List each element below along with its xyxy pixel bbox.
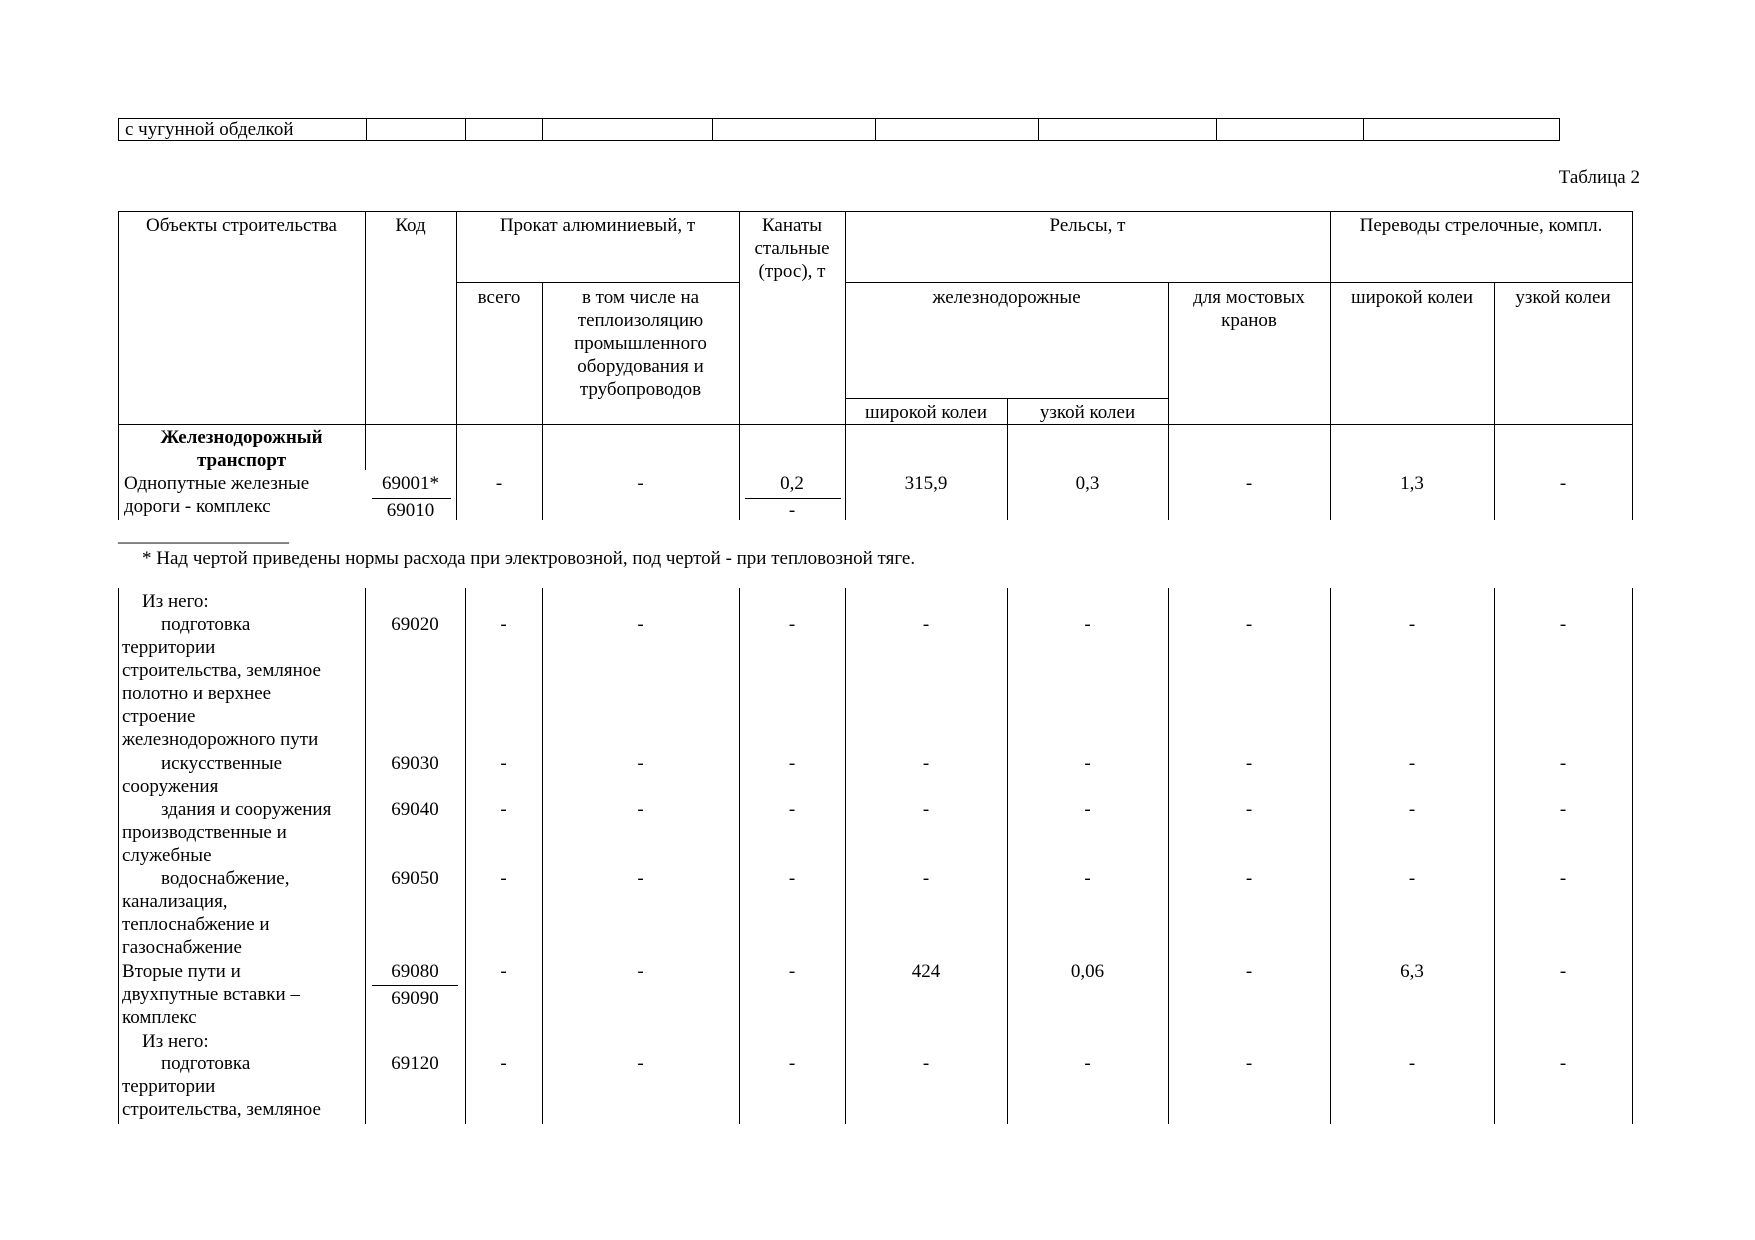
header-rails-railway: железнодорожные (932, 287, 1081, 308)
header-aluminium-incl: в том числе на теплоизоляцию промышленного оборудования и трубопроводов (574, 287, 707, 400)
footnote-separator: __________________ (118, 525, 289, 546)
top-fragment-table (118, 118, 1560, 141)
code-top: 69080 (391, 961, 439, 982)
cell-alu-total: - (495, 473, 503, 494)
code-bottom: 69010 (386, 500, 435, 521)
cell-alu-incl: - (637, 473, 644, 494)
header-ropes: Канаты стальные (трос), т (754, 215, 830, 282)
cell-rail-wide: 315,9 (904, 473, 948, 494)
header-switches-wide: широкой колеи (1350, 287, 1474, 308)
from-it-label: Из него: (142, 591, 209, 612)
code: 69030 (391, 753, 439, 774)
table-caption: Таблица 2 (1558, 167, 1640, 188)
cell-ropes-bottom: - (788, 500, 796, 521)
row-name: здания и сооружения производственные и служебные (122, 799, 332, 866)
row-name: подготовка территории строительства, земляное (122, 1053, 321, 1120)
header-aluminium-total: всего (477, 287, 521, 308)
header-switches-narrow: узкой колеи (1515, 287, 1611, 308)
code: 69120 (391, 1053, 439, 1074)
row-name: Вторые пути и двухпутные вставки – комплекс (122, 961, 300, 1028)
header-rails-wide: широкой колеи (864, 402, 988, 423)
row-name: подготовка территории строительства, земляное полотно и верхнее строение железнодорожного пути (122, 614, 321, 750)
code: 69040 (391, 799, 439, 820)
code: 69020 (391, 614, 439, 635)
cell-rail-narrow: 0,3 (1075, 473, 1100, 494)
cell-ropes-top: 0,2 (780, 473, 804, 494)
section-title: Железнодорожный транспорт (160, 427, 323, 471)
header-code: Код (395, 215, 426, 236)
code-top: 69001* (382, 473, 439, 494)
header-rails: Рельсы, т (1049, 215, 1126, 236)
from-it-label: Из него: (142, 1031, 209, 1052)
row-name: водоснабжение, канализация, теплоснабжение и газоснабжение (122, 868, 290, 958)
cell-sw-wide: 1,3 (1400, 473, 1424, 494)
row-name: искусственные сооружения (122, 753, 283, 797)
code-bottom: 69090 (391, 988, 439, 1009)
header-objects: Объекты строительства (146, 215, 337, 236)
code: 69050 (391, 868, 439, 889)
footnote: * Над чертой приведены нормы расхода при электровозной, под чертой - при тепловозной тяге. (142, 548, 916, 569)
header-switches: Переводы стрелочные, компл. (1359, 215, 1603, 236)
row-name: Однопутные железные дороги - комплекс (124, 473, 310, 517)
header-rails-narrow: узкой колеи (1039, 402, 1136, 423)
cell-cranes: - (1245, 473, 1253, 494)
header-rails-cranes: для мостовых кранов (1193, 287, 1305, 331)
top-fragment-first-cell: с чугунной обделкой (119, 119, 367, 141)
header-aluminium: Прокат алюминиевый, т (499, 215, 696, 236)
cell-sw-narrow: - (1559, 473, 1567, 494)
